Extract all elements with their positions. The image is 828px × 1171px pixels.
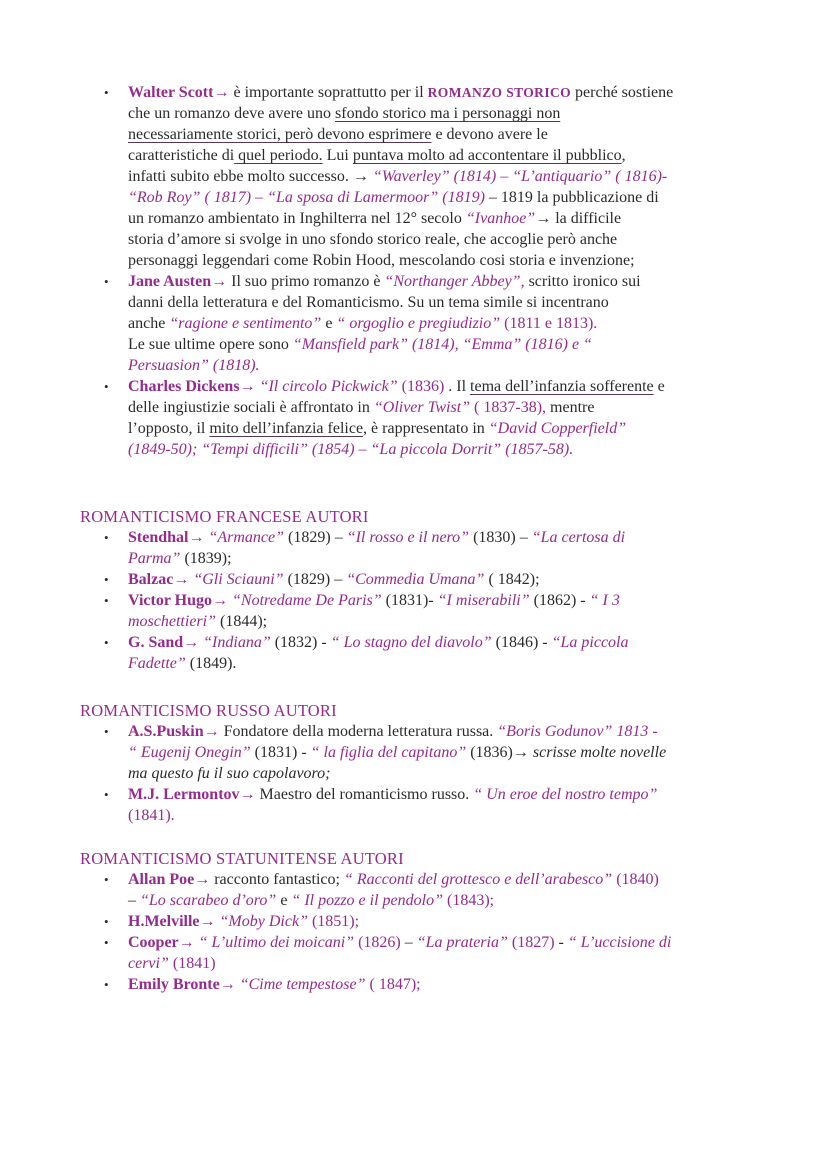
text-segment: “ Lo stagno del diavolo”: [330, 634, 492, 651]
text-segment: “ L’uccisione di: [567, 934, 672, 951]
text-segment: tema dell’infanzia sofferente: [470, 378, 654, 395]
text-segment: (1826): [354, 934, 401, 951]
text-segment: moschettieri”: [128, 613, 216, 630]
text-segment: “Moby Dick”: [219, 913, 308, 930]
text-segment: “ Un eroe del nostro tempo”: [473, 786, 658, 803]
text-segment: -: [554, 934, 568, 951]
text-segment: “Il circolo Pickwick”: [259, 378, 398, 395]
text-segment: ma questo fu il suo capolavoro;: [128, 765, 331, 782]
text-segment: ROMANZO STORICO: [427, 85, 572, 100]
text-segment: un romanzo ambientato in Inghilterra nel 12° secolo: [128, 210, 466, 227]
text-segment: che un romanzo deve avere uno: [128, 105, 336, 122]
text-segment: (1841): [168, 955, 216, 972]
text-segment: Maestro del romanticismo russo.: [255, 786, 474, 803]
author-list: [80, 869, 764, 995]
text-segment: (1851);: [307, 913, 360, 930]
text-segment: “ la figlia del capitano”: [310, 744, 467, 761]
text-segment: –: [400, 934, 417, 951]
text-segment: necessariamente storici, però devono esprimere: [128, 126, 432, 143]
text-segment: Le sue ultime opere sono: [128, 336, 293, 353]
text-segment: “I miserabili”: [437, 592, 530, 609]
list-item-emily-bronte: [128, 974, 764, 995]
list-item-cooper: [128, 932, 764, 974]
text-segment: danni della letteratura e del Romanticismo. Su un tema simile si incentrano: [128, 294, 609, 311]
text-segment: “Commedia Umana”: [346, 571, 485, 588]
text-segment: (1844);: [216, 613, 268, 630]
text-segment: “ orgoglio e pregiudizio”: [336, 315, 501, 332]
text-segment: “ I 3: [589, 592, 620, 609]
text-segment: caratteristiche di: [128, 147, 235, 164]
text-segment: (1836): [401, 378, 445, 395]
text-segment: “ Il pozzo e il pendolo”: [291, 892, 443, 909]
section-american-authors: [80, 848, 764, 995]
text-segment: Stendhal→: [128, 529, 205, 546]
author-list: [80, 527, 764, 674]
text-segment: Emily Bronte→: [128, 976, 236, 993]
text-segment: “Notredame De Paris”: [232, 592, 382, 609]
text-segment: “Indiana”: [203, 634, 271, 651]
text-segment: e: [653, 378, 665, 395]
text-segment: (1831)-: [381, 592, 438, 609]
text-segment: “La prateria”: [416, 934, 508, 951]
text-segment: e: [276, 892, 292, 909]
text-segment: (1843);: [442, 892, 495, 909]
text-segment: “David Copperfield”: [488, 420, 627, 437]
text-segment: e: [321, 315, 337, 332]
text-segment: anche: [128, 315, 170, 332]
text-segment: è importante soprattutto per il: [229, 84, 428, 101]
text-segment: Lui: [322, 147, 353, 164]
text-segment: (1831) -: [250, 744, 311, 761]
list-item-puskin: [128, 721, 764, 784]
list-item-g-sand: [128, 632, 764, 674]
text-segment: Il suo primo romanzo è: [227, 273, 385, 290]
text-segment: Fondatore della moderna letteratura russa.: [219, 723, 498, 740]
text-segment: “La certosa di: [531, 529, 626, 546]
text-segment: Persuasion” (1818).: [128, 357, 260, 374]
text-segment: → la difficile: [535, 210, 622, 227]
list-item-victor-hugo: [128, 590, 764, 632]
text-segment: ( 1837-38),: [470, 399, 547, 416]
text-segment: Jane Austen→: [128, 273, 228, 290]
text-segment: “ragione e sentimento”: [169, 315, 322, 332]
text-segment: perché sostiene: [571, 84, 674, 101]
text-segment: M.J. Lermontov→: [128, 786, 256, 803]
text-segment: (1829) –: [284, 529, 347, 546]
text-segment: Walter Scott→: [128, 84, 230, 101]
text-segment: quel periodo.: [234, 147, 323, 164]
text-segment: sfondo storico ma i personaggi non: [335, 105, 561, 122]
text-segment: “Northanger Abbey”,: [384, 273, 525, 290]
text-segment: “Cime tempestose”: [239, 976, 366, 993]
list-item-balzac: [128, 569, 764, 590]
text-segment: scrisse molte novelle: [532, 744, 667, 761]
text-segment: – 1819 la pubblicazione di: [484, 189, 659, 206]
text-segment: Cooper→: [128, 934, 195, 951]
text-segment: Parma”: [128, 550, 181, 567]
text-segment: H.Melville→: [128, 913, 216, 930]
text-segment: ( 1842);: [484, 571, 540, 588]
text-segment: “Ivanhoe”: [465, 210, 536, 227]
section-header-russian: ROMANTICISMO RUSSO AUTORI: [80, 701, 337, 720]
text-segment: G. Sand→: [128, 634, 200, 651]
text-segment: “Il rosso e il nero”: [346, 529, 470, 546]
text-segment: (1836)→: [466, 744, 533, 761]
text-segment: “Waverley” (1814) – “L’antiquario” ( 1816)-: [372, 168, 668, 185]
section-header-american: ROMANTICISMO STATUNITENSE AUTORI: [80, 849, 404, 868]
text-segment: “La piccola: [551, 634, 629, 651]
list-item-charles-dickens: [128, 376, 764, 460]
text-segment: scritto ironico sui: [524, 273, 641, 290]
author-list: [80, 82, 764, 460]
list-item-stendhal: [128, 527, 764, 569]
text-segment: personaggi leggendari come Robin Hood, mescolando cosi storia e invenzione;: [128, 252, 635, 269]
list-item-melville: [128, 911, 764, 932]
text-segment: (1827): [507, 934, 555, 951]
list-item-allan-poe: [128, 869, 764, 911]
text-segment: ( 1847);: [365, 976, 421, 993]
text-segment: e devono avere le: [431, 126, 548, 143]
text-segment: “Mansfield park” (1814), “Emma” (1816) e “: [292, 336, 592, 353]
text-segment: (1841).: [128, 807, 175, 824]
text-segment: mito dell’infanzia felice: [209, 420, 364, 437]
text-segment: “ L’ultimo dei moicani”: [198, 934, 355, 951]
text-segment: Fadette”: [128, 655, 186, 672]
text-segment: A.S.Puskin→: [128, 723, 220, 740]
text-segment: Balzac→: [128, 571, 190, 588]
list-item-lermontov: [128, 784, 764, 826]
text-segment: “Rob Roy” ( 1817) – “La sposa di Lamermoor” (1819): [128, 189, 485, 206]
author-list: [80, 721, 764, 826]
section-russian-authors: [80, 700, 764, 826]
text-segment: . Il: [444, 378, 471, 395]
text-segment: (1846) -: [491, 634, 552, 651]
text-segment: “Boris Godunov” 1813 -: [497, 723, 658, 740]
text-segment: “Lo scarabeo d’oro”: [140, 892, 277, 909]
text-segment: (1862) -: [529, 592, 590, 609]
text-segment: (1832) -: [270, 634, 331, 651]
text-segment: racconto fantastico;: [210, 871, 344, 888]
text-segment: “ Racconti del grottesco e dell’arabesco”: [343, 871, 613, 888]
text-segment: Charles Dickens→: [128, 378, 256, 395]
text-segment: cervi”: [128, 955, 169, 972]
section-english-authors: [80, 82, 764, 460]
text-segment: (1849).: [185, 655, 237, 672]
section-french-authors: [80, 506, 764, 674]
text-segment: (1829) –: [283, 571, 347, 588]
text-segment: storia d’amore si svolge in uno sfondo storico reale, che accoglie però anche: [128, 231, 618, 248]
text-segment: l’opposto, il: [128, 420, 210, 437]
text-segment: “ Eugenij Onegin”: [128, 744, 251, 761]
text-segment: , è rappresentato in: [363, 420, 489, 437]
text-segment: delle ingiustizie sociali è affrontato in: [128, 399, 374, 416]
list-item-jane-austen: [128, 271, 764, 376]
text-segment: “Gli Sciauni”: [193, 571, 284, 588]
text-segment: (1830) –: [469, 529, 532, 546]
text-segment: (1840): [612, 871, 659, 888]
text-segment: Victor Hugo→: [128, 592, 228, 609]
text-segment: puntava molto ad accontentare il pubblico: [352, 147, 622, 164]
text-segment: “Armance”: [208, 529, 285, 546]
text-segment: infatti subito ebbe molto successo. →: [128, 168, 373, 185]
text-segment: mentre: [546, 399, 595, 416]
text-segment: (1839);: [180, 550, 232, 567]
text-segment: ,: [621, 147, 626, 164]
text-segment: (1811 e 1813).: [500, 315, 598, 332]
text-segment: “Oliver Twist”: [373, 399, 471, 416]
section-header-french: ROMANTICISMO FRANCESE AUTORI: [80, 507, 369, 526]
text-segment: Allan Poe→: [128, 871, 211, 888]
text-segment: –: [128, 892, 140, 909]
list-item-walter-scott: [128, 82, 764, 271]
text-segment: (1849-50); “Tempi difficili” (1854) – “La piccola Dorrit” (1857-58).: [128, 441, 574, 458]
